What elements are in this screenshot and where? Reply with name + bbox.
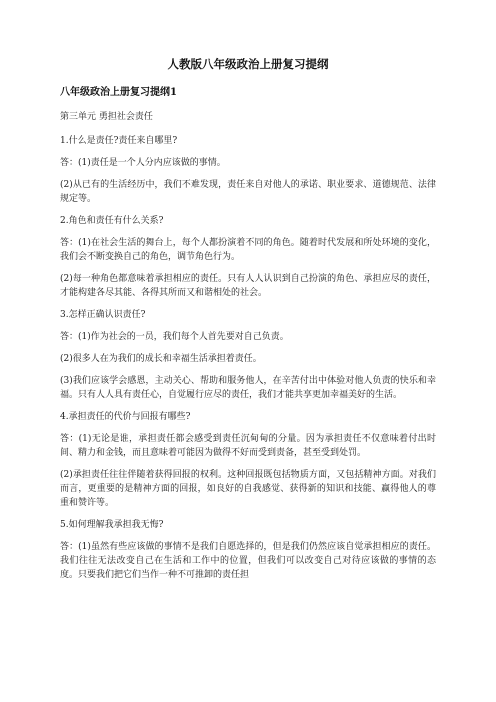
- question-3: 3.怎样正确认识责任?: [60, 310, 146, 320]
- question-5: 5.如何理解我承担我无悔?: [60, 520, 164, 530]
- document-title: 人教版八年级政治上册复习提纲: [167, 57, 329, 71]
- answer-3-part-3: (3)我们应该学会感恩，主动关心、帮助和服务他人，在辛苦付出中体验对他人负责的快乐和幸福。只有人人具有责任心，自觉履行应尽的责任，我们才能共享更加幸福美好的生活。: [60, 376, 436, 400]
- document-subtitle: 八年级政治上册复习提纲1: [60, 87, 177, 98]
- answer-2-part-2: (2)每一种角色都意味着承担相应的责任。只有人人认识到自己扮演的角色、承担应尽的责任，才能构建各尽其能、各得其所而又和谐相处的社会。: [60, 274, 436, 298]
- answer-1-part-2: (2)从已有的生活经历中，我们不难发现，责任来自对他人的承诺、职业要求、道德规范、法律规定等。: [60, 180, 436, 204]
- question-2: 2.角色和责任有什么关系?: [60, 216, 164, 226]
- answer-3-part-2: (2)很多人在为我们的成长和幸福生活承担着责任。: [60, 354, 262, 364]
- answer-4-part-2: (2)承担责任往往伴随着获得回报的权利。这种回报既包括物质方面，又包括精神方面。对我们而言，更重要的是精神方面的回报，如良好的自我感觉、获得新的知识和技能、赢得他人的尊重和赞许等。: [60, 470, 436, 508]
- question-1: 1.什么是责任?责任来自哪里?: [60, 136, 178, 146]
- answer-2-part-1: 答：(1)在社会生活的舞台上，每个人都扮演着不同的角色。随着时代发展和所处环境的变化，我们会不断变换自己的角色，调节角色行为。: [60, 238, 436, 262]
- unit-heading: 第三单元 勇担社会责任: [60, 112, 153, 122]
- answer-1-part-1: 答：(1)责任是一个人分内应该做的事情。: [60, 158, 226, 168]
- answer-4-part-1: 答：(1)无论是谁，承担责任都会感受到责任沉甸甸的分量。因为承担责任不仅意味着付出时间、精力和金钱，而且意味着可能因为做得不好而受到责备，甚至受到处罚。: [60, 434, 436, 458]
- answer-3-part-1: 答：(1)作为社会的一员，我们每个人首先要对自己负责。: [60, 332, 289, 342]
- answer-5-part-1: 答：(1)虽然有些应该做的事情不是我们自愿选择的，但是我们仍然应该自觉承担相应的责任。我们往往无法改变自己在生活和工作中的位置，但我们可以改变自己对待应该做的事情的态度。只要我们把它们当作一种不可推卸的责任担: [60, 542, 436, 580]
- question-4: 4.承担责任的代价与回报有哪些?: [60, 412, 191, 422]
